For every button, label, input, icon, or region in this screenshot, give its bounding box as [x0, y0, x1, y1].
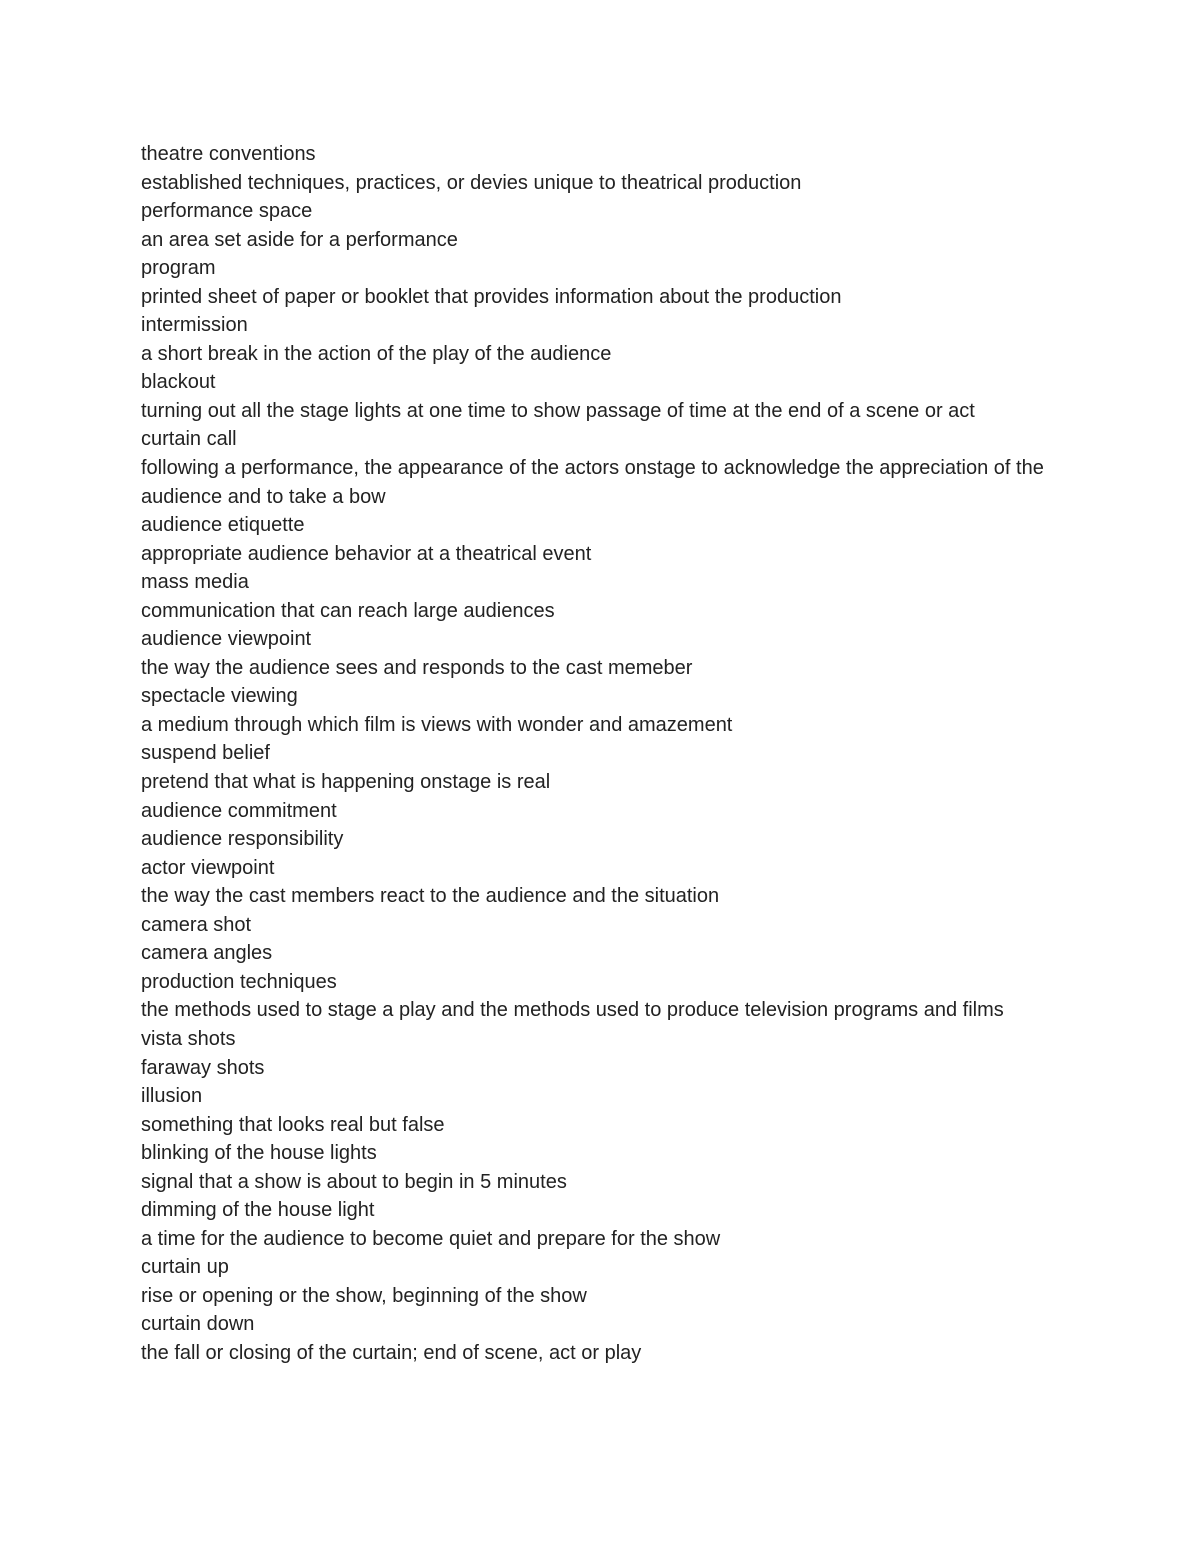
- term-line: intermission: [141, 314, 248, 337]
- term-line: dimming of the house light: [141, 1199, 375, 1222]
- term-line: suspend belief: [141, 742, 270, 765]
- term-line: audience etiquette: [141, 514, 305, 537]
- term-line: blackout: [141, 371, 216, 394]
- definition-line: the way the audience sees and responds to the cast memeber: [141, 656, 693, 679]
- term-line: theatre conventions: [141, 143, 316, 165]
- term-line: curtain call: [141, 428, 237, 451]
- definition-line: appropriate audience behavior at a theatrical event: [141, 542, 592, 565]
- term-line: illusion: [141, 1085, 203, 1108]
- glossary-text: [141, 140, 1071, 1368]
- definition-line: rise or opening or the show, beginning of the show: [141, 1284, 587, 1307]
- definition-line: an area set aside for a performance: [141, 228, 458, 251]
- term-line: camera shot: [141, 913, 252, 936]
- term-line: program: [141, 257, 216, 280]
- term-line: spectacle viewing: [141, 685, 298, 708]
- definition-line: turning out all the stage lights at one time to show passage of time at the end of a scene or act: [141, 399, 975, 422]
- definition-line: faraway shots: [141, 1056, 265, 1079]
- definition-line: the methods used to stage a play and the methods used to produce television programs and films: [141, 999, 1004, 1022]
- definition-line: the way the cast members react to the audience and the situation: [141, 885, 720, 908]
- definition-line: a medium through which film is views with wonder and amazement: [141, 713, 733, 736]
- term-line: performance space: [141, 200, 313, 223]
- definition-line: something that looks real but false: [141, 1113, 445, 1136]
- term-line: mass media: [141, 571, 249, 594]
- term-line: production techniques: [141, 970, 337, 993]
- definition-line: established techniques, practices, or devies unique to theatrical production: [141, 171, 802, 194]
- term-line: curtain up: [141, 1256, 229, 1279]
- definition-line: camera angles: [141, 942, 273, 965]
- definition-line: signal that a show is about to begin in 5 minutes: [141, 1170, 567, 1193]
- definition-line: audience responsibility: [141, 828, 344, 851]
- definition-line: a short break in the action of the play of the audience: [141, 342, 612, 365]
- term-line: curtain down: [141, 1313, 255, 1336]
- definition-line: following a performance, the appearance of the actors onstage to acknowledge the appreciation of the audience and to take a bow: [141, 457, 1044, 508]
- term-line: audience commitment: [141, 799, 337, 822]
- term-line: audience viewpoint: [141, 628, 312, 651]
- term-line: blinking of the house lights: [141, 1142, 377, 1165]
- definition-line: communication that can reach large audiences: [141, 599, 555, 622]
- definition-line: printed sheet of paper or booklet that provides information about the production: [141, 285, 842, 308]
- definition-line: a time for the audience to become quiet and prepare for the show: [141, 1227, 721, 1250]
- term-line: vista shots: [141, 1027, 236, 1050]
- definition-line: the fall or closing of the curtain; end of scene, act or play: [141, 1341, 642, 1364]
- definition-line: pretend that what is happening onstage is real: [141, 771, 551, 794]
- term-line: actor viewpoint: [141, 856, 275, 879]
